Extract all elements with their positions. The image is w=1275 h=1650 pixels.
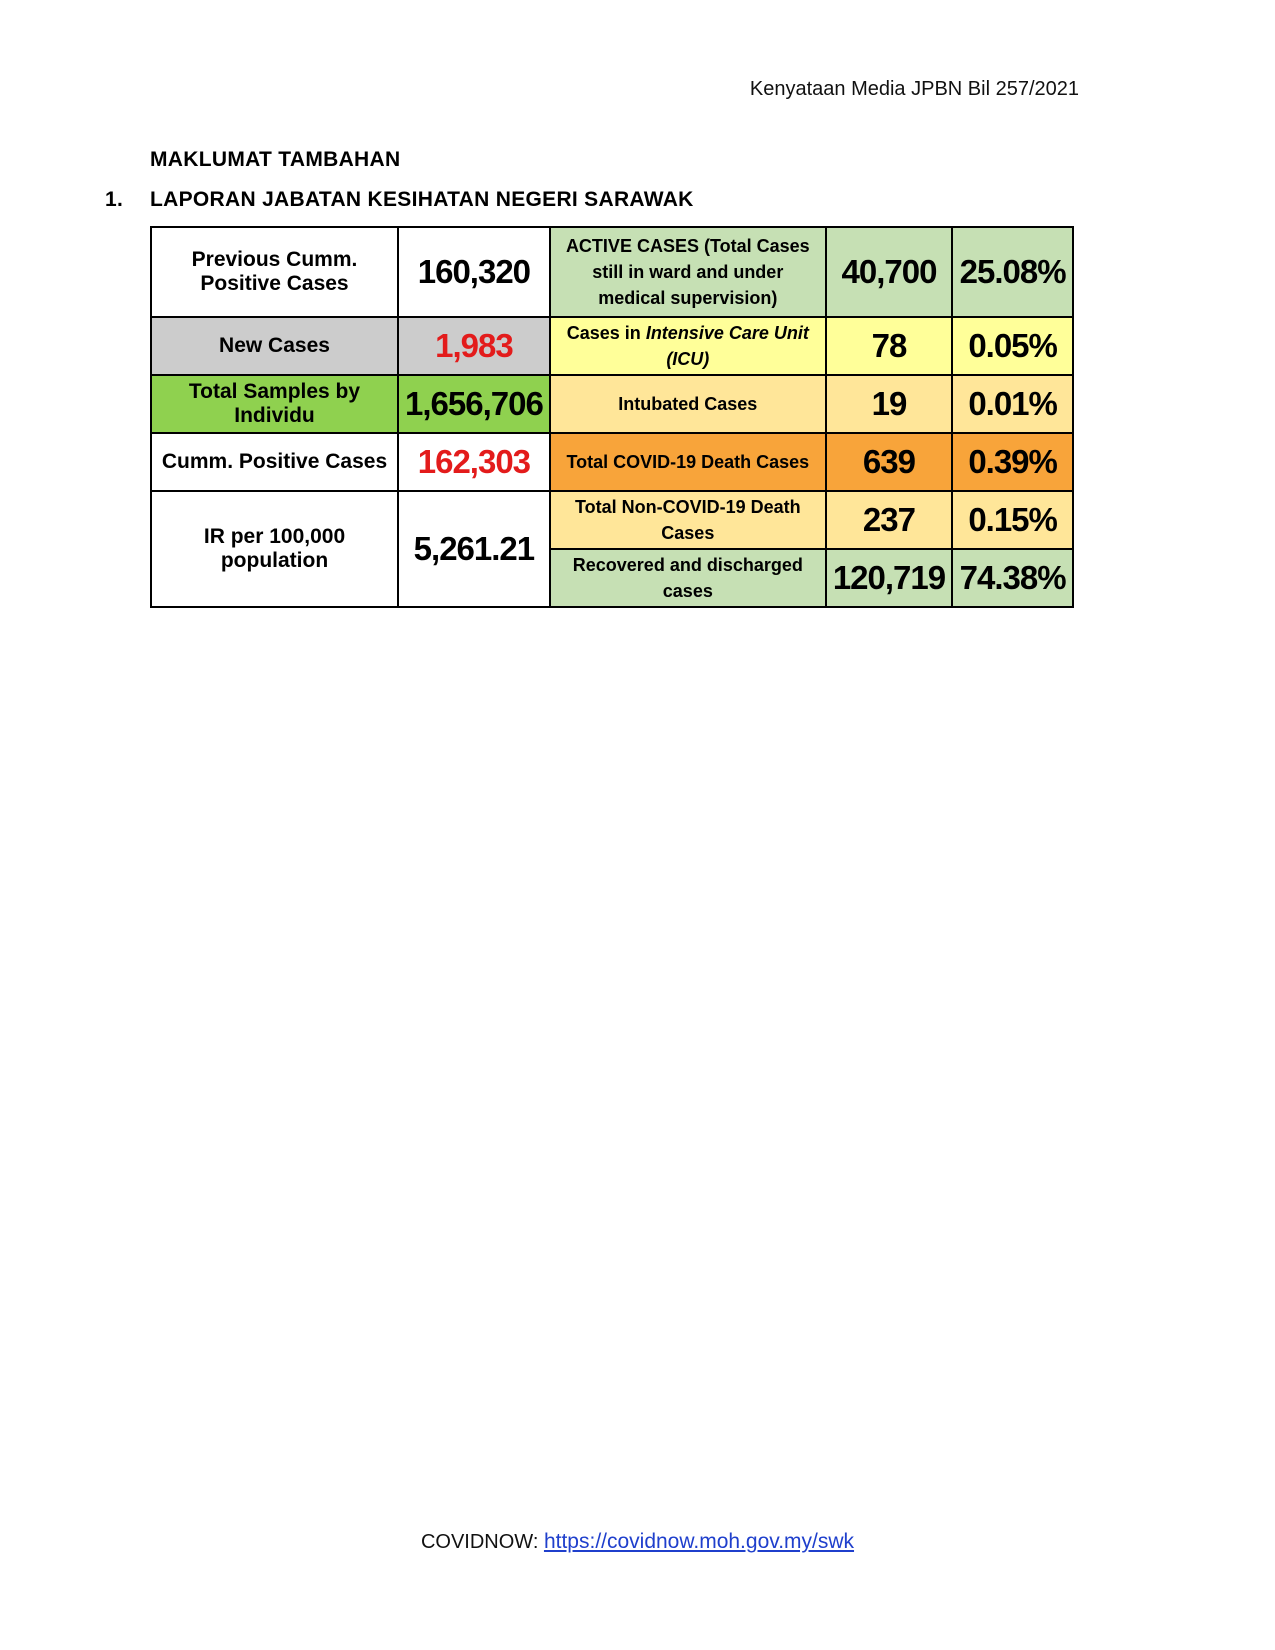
section-title: MAKLUMAT TAMBAHAN	[150, 148, 401, 171]
table-row	[151, 317, 1073, 375]
recovered-percent: 74.38%	[952, 549, 1073, 607]
table-row	[151, 375, 1073, 433]
active-cases-value: 40,700	[826, 227, 952, 317]
previous-cumm-positive-value: 160,320	[398, 227, 550, 317]
total-samples-label: Total Samples by Individu	[151, 375, 398, 433]
subsection-heading	[105, 188, 694, 212]
total-samples-value: 1,656,706	[398, 375, 550, 433]
footer	[0, 1530, 1275, 1554]
icu-label-italic: Intensive Care Unit (ICU)	[645, 323, 809, 369]
subsection-number: 1.	[105, 188, 124, 211]
ir-per-100k-value: 5,261.21	[398, 491, 550, 607]
previous-cumm-positive-label: Previous Cumm. Positive Cases	[151, 227, 398, 317]
table-row	[151, 433, 1073, 491]
subsection-title: LAPORAN JABATAN KESIHATAN NEGERI SARAWAK	[150, 188, 694, 211]
new-cases-label: New Cases	[151, 317, 398, 375]
non-covid-death-value: 237	[826, 491, 952, 549]
active-cases-percent: 25.08%	[952, 227, 1073, 317]
new-cases-value: 1,983	[398, 317, 550, 375]
covidnow-label: COVIDNOW:	[420, 1531, 539, 1553]
icu-cases-label	[550, 317, 826, 375]
intubated-cases-percent: 0.01%	[952, 375, 1073, 433]
intubated-cases-label: Intubated Cases	[550, 375, 826, 433]
table-row	[151, 491, 1073, 549]
table-row	[151, 227, 1073, 317]
cumm-positive-value: 162,303	[398, 433, 550, 491]
ir-per-100k-label: IR per 100,000 population	[151, 491, 398, 607]
media-statement-reference: Kenyataan Media JPBN Bil 257/2021	[749, 78, 1079, 100]
non-covid-death-label: Total Non-COVID-19 Death Cases	[550, 491, 826, 549]
covid-death-percent: 0.39%	[952, 433, 1073, 491]
active-cases-label: ACTIVE CASES (Total Cases still in ward and under medical supervision)	[550, 227, 826, 317]
covidnow-link[interactable]: https://covidnow.moh.gov.my/swk	[543, 1530, 855, 1553]
sarawak-covid-stats-table	[150, 226, 1074, 608]
icu-cases-percent: 0.05%	[952, 317, 1073, 375]
covid-death-value: 639	[826, 433, 952, 491]
non-covid-death-percent: 0.15%	[952, 491, 1073, 549]
recovered-label: Recovered and discharged cases	[550, 549, 826, 607]
covid-death-label: Total COVID-19 Death Cases	[550, 433, 826, 491]
intubated-cases-value: 19	[826, 375, 952, 433]
cumm-positive-label: Cumm. Positive Cases	[151, 433, 398, 491]
recovered-value: 120,719	[826, 549, 952, 607]
icu-cases-value: 78	[826, 317, 952, 375]
icu-label-prefix: Cases in	[566, 323, 646, 343]
